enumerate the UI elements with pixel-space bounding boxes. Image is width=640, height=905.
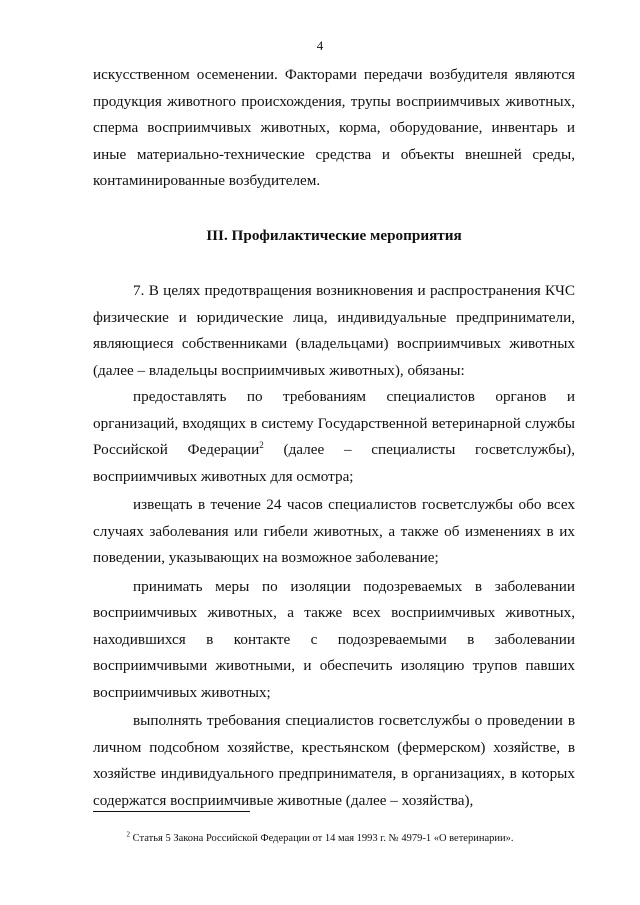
body-text bbox=[93, 62, 575, 814]
footnote-marker: 2 bbox=[126, 830, 131, 839]
footnote-text: Статья 5 Закона Российской Федерации от 14 мая 1993 г. № 4979-1 «О ветеринарии». bbox=[130, 833, 514, 844]
footnote-reference: 2 bbox=[259, 439, 264, 450]
paragraph-duty-isolation: принимать меры по изоляции подозреваемых в заболевании восприимчивых животных, а также всех восприимчивых животных, находившихся в контакте с подозреваемыми в заболевании восприимчивыми животными, и обеспечить изоляцию трупов павших восприимчивых животных; bbox=[93, 577, 575, 701]
page-number: 4 bbox=[316, 38, 324, 53]
paragraph-duty-inspection bbox=[93, 384, 575, 490]
section-heading: III. Профилактические мероприятия bbox=[206, 226, 462, 244]
paragraph-point-7: 7. В целях предотвращения возникновения и распространения КЧС физические и юридические лица, индивидуальные предприниматели, являющиеся собственниками (владельцами) восприимчивых животных (далее – владельцы восприимчивых животных), обязаны: bbox=[93, 282, 575, 379]
duty-inspection-text-start: предоставлять по требованиям специалистов органов и организаций, входящих в систему Государственной ветеринарной службы Российской Федерации bbox=[93, 388, 575, 458]
paragraph-duty-requirements: выполнять требования специалистов госветслужбы о проведении в личном подсобном хозяйстве, крестьянском (фермерском) хозяйстве, в хозяйстве индивидуального предпринимателя, в организациях, в которых содержатся восприимчивые животные (далее – хозяйства), bbox=[93, 712, 575, 809]
duty-inspection-text-end: (далее – специалисты госветслужбы), восприимчивых животных для осмотра; bbox=[93, 441, 576, 485]
footnote bbox=[0, 830, 640, 844]
paragraph-duty-notify: извещать в течение 24 часов специалистов госветслужбы обо всех случаях заболевания или гибели животных, а также об изменениях в их поведении, указывающих на возможное заболевание; bbox=[93, 496, 575, 566]
footnote-divider bbox=[93, 811, 250, 812]
paragraph-transmission-factors: искусственном осеменении. Факторами передачи возбудителя являются продукция животного происхождения, трупы восприимчивых животных, сперма восприимчивых животных, корма, оборудование, инвентарь и иные материально-технические средства и объекты внешней среды, контаминированные возбудителем. bbox=[93, 66, 575, 189]
